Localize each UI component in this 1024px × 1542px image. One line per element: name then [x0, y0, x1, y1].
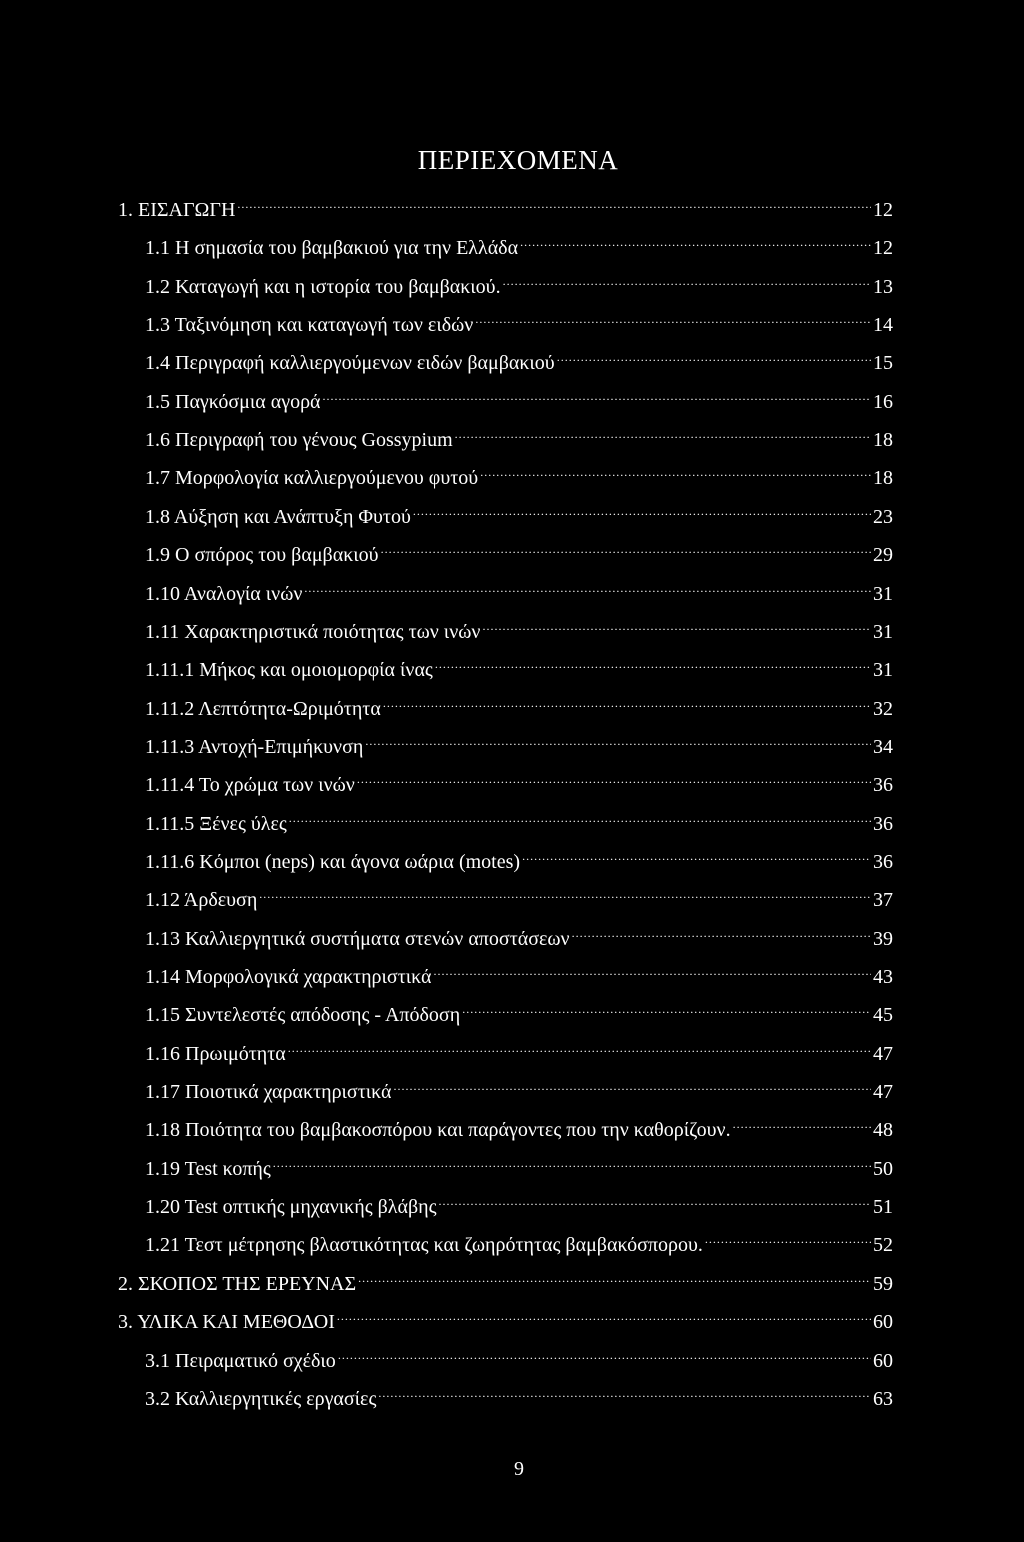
dot-leader	[378, 1375, 871, 1405]
toc-entry-page: 29	[873, 544, 893, 567]
toc-entry-page: 34	[873, 735, 893, 758]
dot-leader	[480, 454, 871, 484]
toc-entry	[145, 646, 893, 682]
toc-entry-label: 1.21 Τεστ μέτρησης βλαστικότητας και ζωηρότητας βαμβακόσπορου.	[145, 1234, 703, 1257]
dot-leader	[435, 646, 871, 676]
dot-leader	[503, 263, 871, 293]
toc-entry-page: 31	[873, 620, 893, 643]
toc-entry-label: 1.11.6 Κόμποι (neps) και άγονα ωάρια (motes)	[145, 850, 521, 873]
dot-leader	[365, 723, 871, 753]
toc-entry-page: 60	[873, 1349, 893, 1372]
toc-entry	[145, 339, 893, 375]
toc-entry	[145, 1030, 893, 1065]
toc-entry	[145, 1068, 893, 1104]
toc-entry-label: 1.18 Ποιότητα του βαμβακοσπόρου και παράγοντες που την καθορίζουν.	[145, 1119, 731, 1142]
toc-entry-label: 1.19 Test κοπής	[145, 1157, 271, 1180]
toc-entry-page: 31	[873, 582, 893, 605]
toc-entry	[145, 1337, 893, 1372]
toc-entry-page: 37	[873, 889, 893, 912]
toc-entry	[145, 301, 893, 337]
toc-entry	[145, 570, 893, 605]
toc-entry-page: 51	[873, 1196, 893, 1219]
toc-entry	[145, 761, 893, 797]
toc-entry	[145, 1106, 893, 1142]
dot-leader	[337, 1298, 871, 1328]
toc-entry-label: 2. ΣΚΟΠΟΣ ΤΗΣ ΕΡΕΥΝΑΣ	[118, 1272, 357, 1295]
toc-entry-label: 3.1 Πειραματικό σχέδιο	[145, 1349, 336, 1372]
toc-entry-label: 1.12 Άρδευση	[145, 889, 258, 912]
toc-entry-label: 1.1 Η σημασία του βαμβακιού για την Ελλάδα	[145, 237, 519, 260]
dot-leader	[733, 1106, 871, 1136]
dot-leader	[439, 1183, 871, 1213]
toc-entry-label: 1.11 Χαρακτηριστικά ποιότητας των ινών	[145, 620, 481, 643]
toc-entry	[145, 838, 893, 873]
toc-entry-page: 14	[873, 314, 893, 337]
dot-leader	[357, 761, 871, 791]
dot-leader	[259, 876, 871, 906]
toc-entry-page: 31	[873, 659, 893, 682]
toc-entry	[145, 493, 893, 528]
toc-entry-label: 1.7 Μορφολογία καλλιεργούμενου φυτού	[145, 467, 479, 490]
dot-leader	[482, 608, 871, 638]
toc-entry	[145, 416, 893, 452]
dot-leader	[462, 991, 871, 1021]
toc-entry-page: 12	[873, 237, 893, 260]
toc-entry-label: 1.8 Αύξηση και Ανάπτυξη Φυτού	[145, 505, 411, 528]
toc-entry-page: 36	[873, 850, 893, 873]
dot-leader	[289, 800, 871, 830]
toc-entry-label: 1.11.2 Λεπτότητα-Ωριμότητα	[145, 697, 381, 720]
toc-entry-label: 1.5 Παγκόσμια αγορά	[145, 390, 321, 413]
dot-leader	[358, 1260, 871, 1290]
toc-entry-label: 1.11.1 Μήκος και ομοιομορφία ίνας	[145, 659, 433, 682]
toc-entry-page: 48	[873, 1119, 893, 1142]
toc-entry	[145, 608, 893, 643]
toc-entry-label: 1.14 Μορφολογικά χαρακτηριστικά	[145, 966, 432, 988]
toc-entry-page: 13	[873, 275, 893, 298]
toc-entry-label: 1.20 Test οπτικής μηχανικής βλάβης	[145, 1196, 437, 1219]
toc-entry-page: 12	[873, 199, 893, 221]
toc-entry-page: 32	[873, 697, 893, 720]
toc-entry-label: 1. ΕΙΣΑΓΩΓΗ	[118, 199, 236, 221]
dot-leader	[520, 224, 871, 254]
toc-entry-page: 43	[873, 966, 893, 988]
toc-entry-label: 1.11.4 Το χρώμα των ινών	[145, 774, 355, 797]
dot-leader	[522, 838, 871, 868]
toc-entry-page: 36	[873, 812, 893, 835]
toc-entry-page: 47	[873, 1081, 893, 1104]
toc-title: ΠΕΡΙΕΧΟΜΕΝΑ	[417, 145, 619, 175]
toc-entry-label: 1.3 Ταξινόμηση και καταγωγή των ειδών	[145, 314, 474, 337]
toc-entry	[145, 378, 893, 413]
toc-entry-page: 16	[873, 390, 893, 413]
toc-entry	[145, 1145, 893, 1180]
toc-entry	[145, 723, 893, 758]
toc-entry-page: 18	[873, 429, 893, 452]
toc-entry-page: 36	[873, 774, 893, 797]
toc-entry-page: 50	[873, 1157, 893, 1180]
toc-entry-label: 1.6 Περιγραφή του γένους Gossypium	[145, 429, 453, 452]
toc-entry-page: 23	[873, 505, 893, 528]
toc-entry-label: 1.11.3 Αντοχή-Επιμήκυνση	[145, 735, 364, 758]
toc-entry	[145, 1375, 893, 1410]
toc-entry-label: 1.11.5 Ξένες ύλες	[145, 812, 287, 835]
toc-entry	[118, 1260, 893, 1295]
toc-entry-label: 1.2 Καταγωγή και η ιστορία του βαμβακιού.	[145, 275, 501, 298]
toc-entry	[145, 454, 893, 490]
toc-entry	[145, 876, 893, 912]
toc-entry-page: 63	[873, 1387, 893, 1410]
dot-leader	[304, 570, 871, 600]
toc-entry	[145, 991, 893, 1027]
toc-entry	[145, 1221, 893, 1257]
toc-entry-page: 60	[873, 1311, 893, 1334]
dot-leader	[705, 1221, 871, 1251]
toc-entry-label: 1.13 Καλλιεργητικά συστήματα στενών αποστάσεων	[145, 927, 570, 950]
toc-entry-label: 1.9 Ο σπόρος του βαμβακιού	[145, 544, 379, 567]
toc-entry-label: 1.4 Περιγραφή καλλιεργούμενων ειδών βαμβακιού	[145, 352, 555, 375]
toc-entry	[145, 915, 893, 950]
toc-entry-label: 3.2 Καλλιεργητικές εργασίες	[145, 1387, 377, 1410]
toc-entry	[145, 224, 893, 260]
toc-entry-label: 1.15 Συντελεστές απόδοσης - Απόδοση	[145, 1004, 461, 1027]
toc-entry	[118, 1298, 893, 1334]
dot-leader	[323, 378, 871, 408]
dot-leader	[413, 493, 871, 523]
toc-entry-label: 1.17 Ποιοτικά χαρακτηριστικά	[145, 1081, 392, 1104]
dot-leader	[383, 685, 871, 715]
toc-entry-page: 18	[873, 467, 893, 490]
toc-entry	[145, 1183, 893, 1219]
dot-leader	[455, 416, 871, 446]
toc-entry	[145, 685, 893, 720]
dot-leader	[237, 186, 871, 216]
dot-leader	[381, 531, 871, 561]
toc-entry	[145, 953, 893, 988]
dot-leader	[475, 301, 871, 331]
dot-leader	[557, 339, 871, 369]
dot-leader	[572, 915, 871, 945]
toc-entry	[145, 263, 893, 298]
dot-leader	[273, 1145, 871, 1175]
dot-leader	[338, 1337, 871, 1367]
toc-entry-page: 39	[873, 927, 893, 950]
toc-entry	[145, 531, 893, 567]
toc-entry-page: 52	[873, 1234, 893, 1257]
dot-leader	[394, 1068, 871, 1098]
toc-entry-label: 3. ΥΛΙΚΑ ΚΑΙ ΜΕΘΟΔΟΙ	[118, 1311, 335, 1334]
toc-entry	[145, 800, 893, 835]
toc-entry	[118, 186, 893, 221]
toc-entry-page: 47	[873, 1042, 893, 1065]
toc-entry-label: 1.16 Πρωιμότητα	[145, 1042, 286, 1065]
page-number: 9	[514, 1458, 524, 1480]
dot-leader	[288, 1030, 871, 1060]
toc-entry-label: 1.10 Αναλογία ινών	[145, 582, 303, 605]
dot-leader	[434, 953, 872, 983]
toc-entry-page: 15	[873, 352, 893, 375]
toc-entry-page: 59	[873, 1272, 893, 1295]
toc-entry-page: 45	[873, 1004, 893, 1027]
